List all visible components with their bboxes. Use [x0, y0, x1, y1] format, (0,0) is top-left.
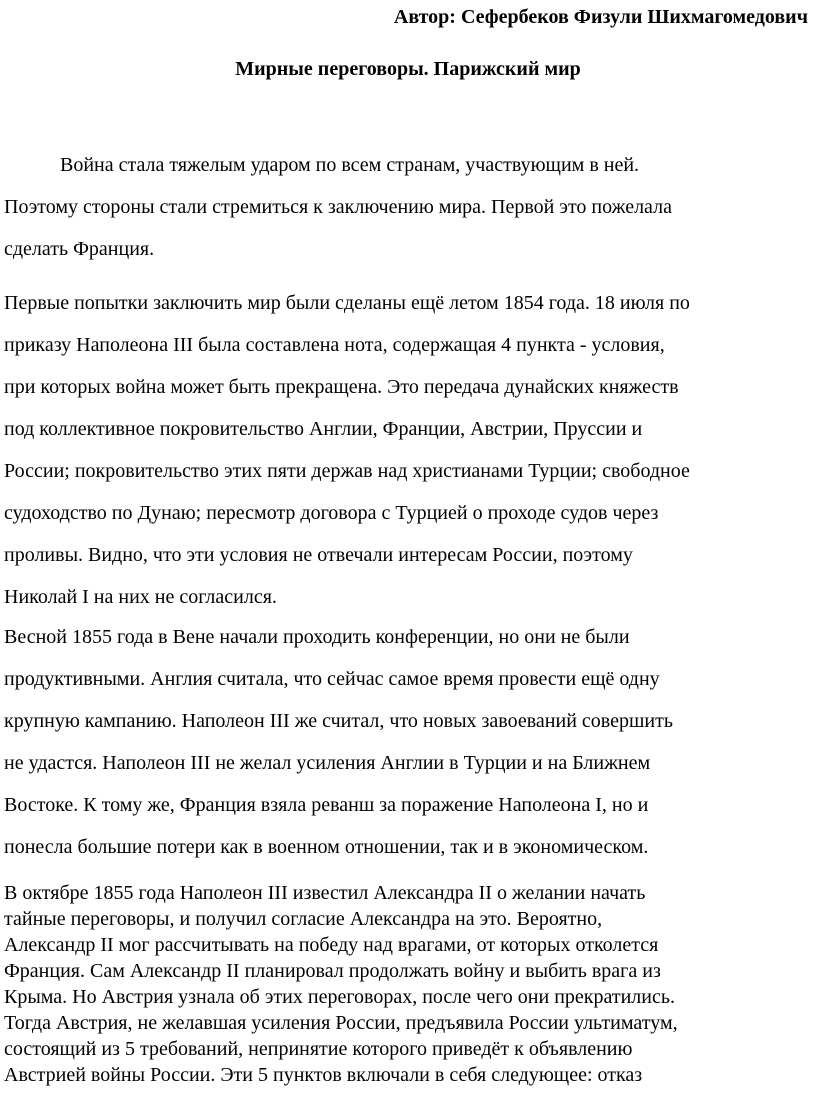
text-line: Востоке. К тому же, Франция взяла реванш за поражение Наполеона I, но и [4, 794, 649, 816]
text-line: сделать Франция. [4, 238, 155, 260]
text-line: В октябре 1855 года Наполеон III известил Александра II о желании начать [4, 882, 646, 904]
text-line: России; покровительство этих пяти держав над христианами Турции; свободное [4, 460, 690, 482]
text-line: Крыма. Но Австрия узнала об этих переговорах, после чего они прекратились. [4, 986, 675, 1008]
text-line: судоходство по Дунаю; пересмотр договора с Турцией о проходе судов через [4, 502, 659, 524]
text-line: Николай I на них не согласился. [4, 586, 277, 608]
text-line: под коллективное покровительство Англии, Франции, Австрии, Пруссии и [4, 418, 643, 440]
text-line: Австрией войны России. Эти 5 пунктов включали в себя следующее: отказ [4, 1064, 643, 1086]
paragraph-3 [4, 616, 810, 868]
text-line: Война стала тяжелым ударом по всем странам, участвующим в ней. [60, 154, 640, 176]
author-line: Автор: Сефербеков Физули Шихмагомедович [393, 6, 808, 28]
text-line: Поэтому стороны стали стремиться к заключению мира. Первой это пожелала [4, 196, 672, 218]
paragraph-1 [4, 144, 810, 270]
text-line: Франция. Сам Александр II планировал продолжать войну и выбить врага из [4, 960, 661, 982]
text-line: понесла большие потери как в военном отношении, так и в экономическом. [4, 836, 649, 858]
text-line: приказу Наполеона III была составлена нота, содержащая 4 пункта - условия, [4, 334, 665, 356]
paragraph-2 [4, 282, 810, 618]
text-line: продуктивными. Англия считала, что сейчас самое время провести ещё одну [4, 668, 660, 690]
text-line: Александр II мог рассчитывать на победу над врагами, от которых отколется [4, 934, 659, 956]
text-line: крупную кампанию. Наполеон III же считал, что новых завоеваний совершить [4, 710, 673, 732]
text-line: Весной 1855 года в Вене начали проходить конференции, но они не были [4, 626, 630, 648]
text-line: Первые попытки заключить мир были сделаны ещё летом 1854 года. 18 июля по [4, 292, 690, 314]
text-line: Тогда Австрия, не желавшая усиления России, предъявила России ультиматум, [4, 1012, 678, 1034]
text-line: тайные переговоры, и получил согласие Александра на это. Вероятно, [4, 908, 603, 930]
paragraph-4 [4, 880, 810, 1088]
text-line: проливы. Видно, что эти условия не отвечали интересам России, поэтому [4, 544, 633, 566]
text-line: при которых война может быть прекращена. Это передача дунайских княжеств [4, 376, 679, 398]
document-title: Мирные переговоры. Парижский мир [235, 58, 581, 80]
text-line: не удастся. Наполеон III не желал усиления Англии в Турции и на Ближнем [4, 752, 651, 774]
text-line: состоящий из 5 требований, непринятие которого приведёт к объявлению [4, 1038, 633, 1060]
